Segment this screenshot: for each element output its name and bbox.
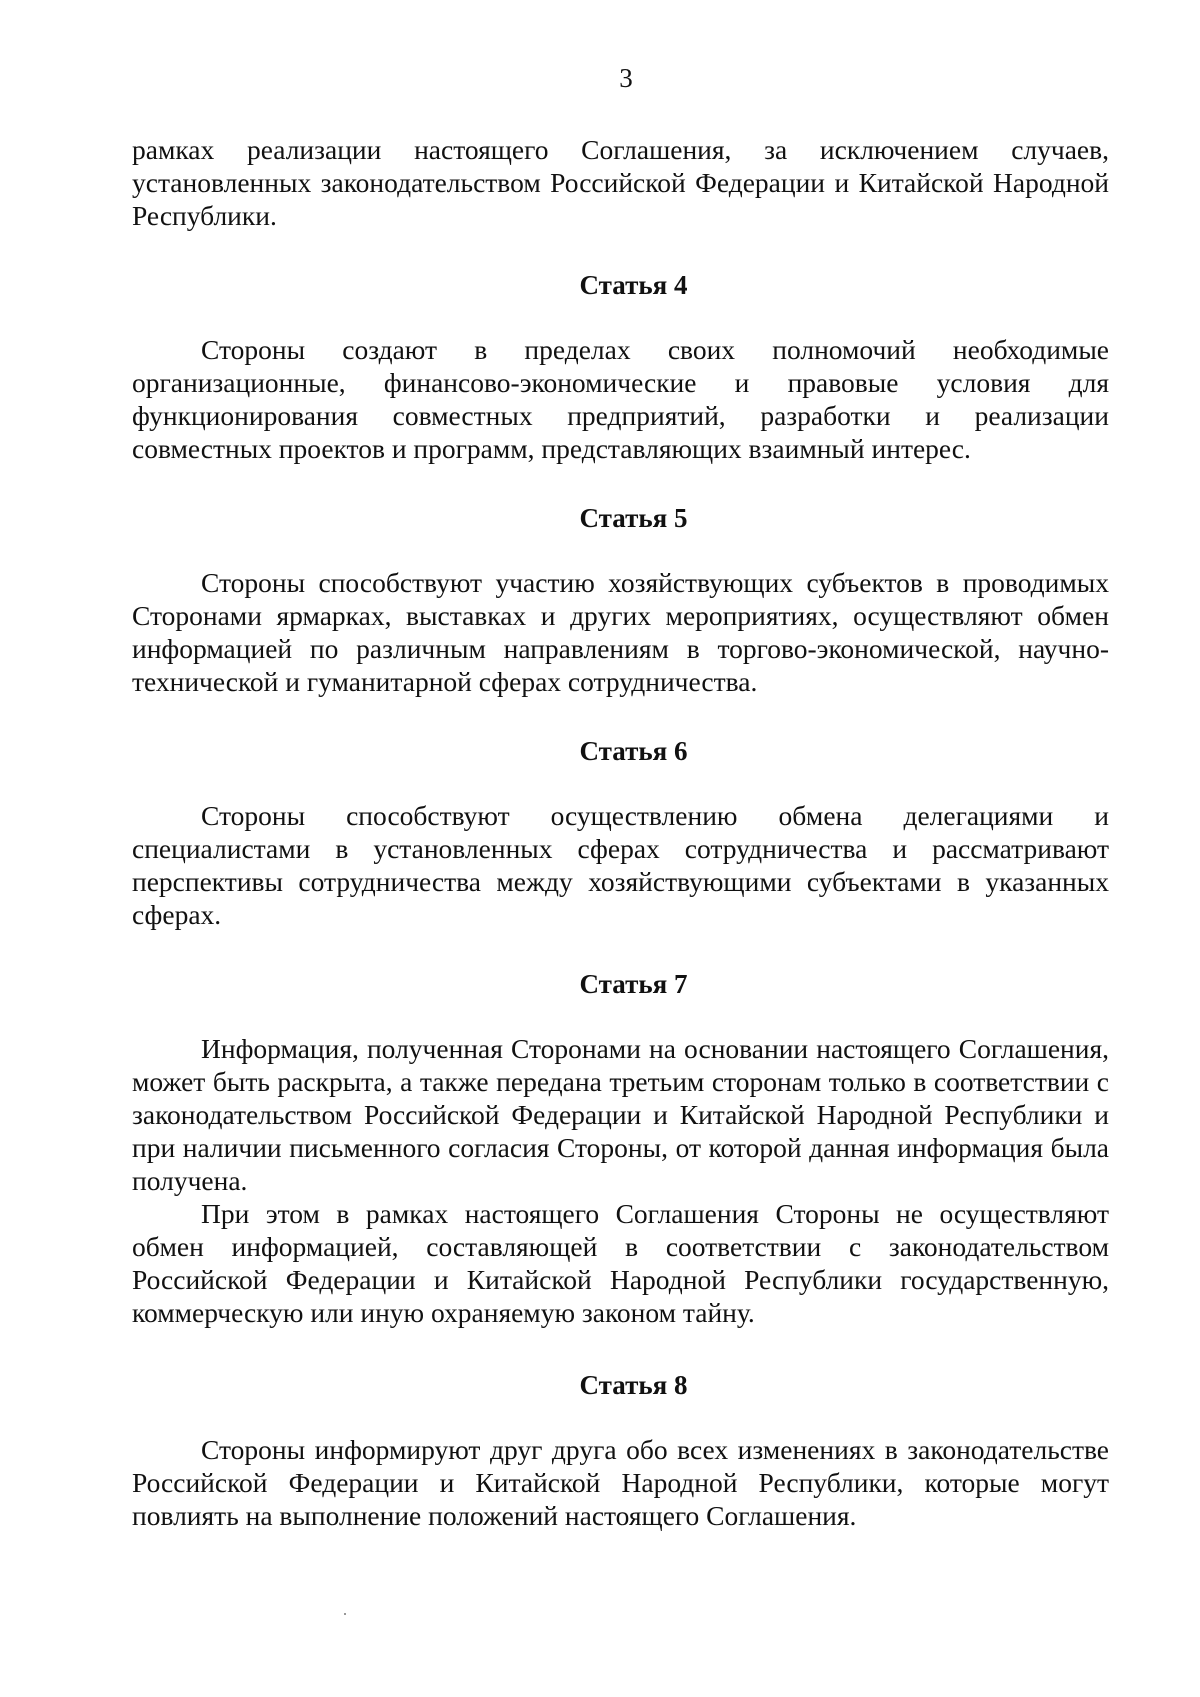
article-6-paragraph: Стороны способствуют осуществлению обмена делегациями и специалистами в установленных сферах сотрудничества и рассматривают перспективы сотрудничества между хозяйствующими субъектами в указанных сферах.: [132, 800, 1109, 930]
article-7-paragraph-2: При этом в рамках настоящего Соглашения Стороны не осуществляют обмен информацией, составляющей в соответствии с законодательством Российской Федерации и Китайской Народной Республики государственную, коммерческую или иную охраняемую законом тайну.: [132, 1198, 1109, 1328]
intro-paragraph: рамках реализации настоящего Соглашения, за исключением случаев, установленных законодательством Российской Федерации и Китайской Народной Республики.: [132, 134, 1109, 231]
article-7-paragraph-1: Информация, полученная Сторонами на основании настоящего Соглашения, может быть раскрыта, а также передана третьим сторонам только в соответствии с законодательством Российской Федерации и Китайской Народной Республики и при наличии письменного согласия Стороны, от которой данная информация была получена.: [132, 1033, 1109, 1196]
page-number: 3: [619, 63, 633, 93]
article-4-heading: Статья 4: [579, 270, 688, 300]
document-body: [132, 133, 1109, 1532]
scan-speck: [344, 1613, 346, 1615]
article-8-paragraph: Стороны информируют друг друга обо всех изменениях в законодательстве Российской Федерации и Китайской Народной Республики, которые могут повлиять на выполнение положений настоящего Соглашения.: [132, 1434, 1109, 1531]
article-4-paragraph: Стороны создают в пределах своих полномочий необходимые организационные, финансово-экономические и правовые условия для функционирования совместных предприятий, разработки и реализации совместных проектов и программ, представляющих взаимный интерес.: [132, 334, 1109, 464]
article-6-heading: Статья 6: [579, 736, 688, 766]
article-5-heading: Статья 5: [579, 503, 688, 533]
article-8-heading: Статья 8: [579, 1370, 688, 1400]
article-5-paragraph: Стороны способствуют участию хозяйствующих субъектов в проводимых Сторонами ярмарках, выставках и других мероприятиях, осуществляют обмен информацией по различным направлениям в торгово-экономической, научно-технической и гуманитарной сферах сотрудничества.: [132, 567, 1109, 697]
article-7-heading: Статья 7: [579, 969, 688, 999]
